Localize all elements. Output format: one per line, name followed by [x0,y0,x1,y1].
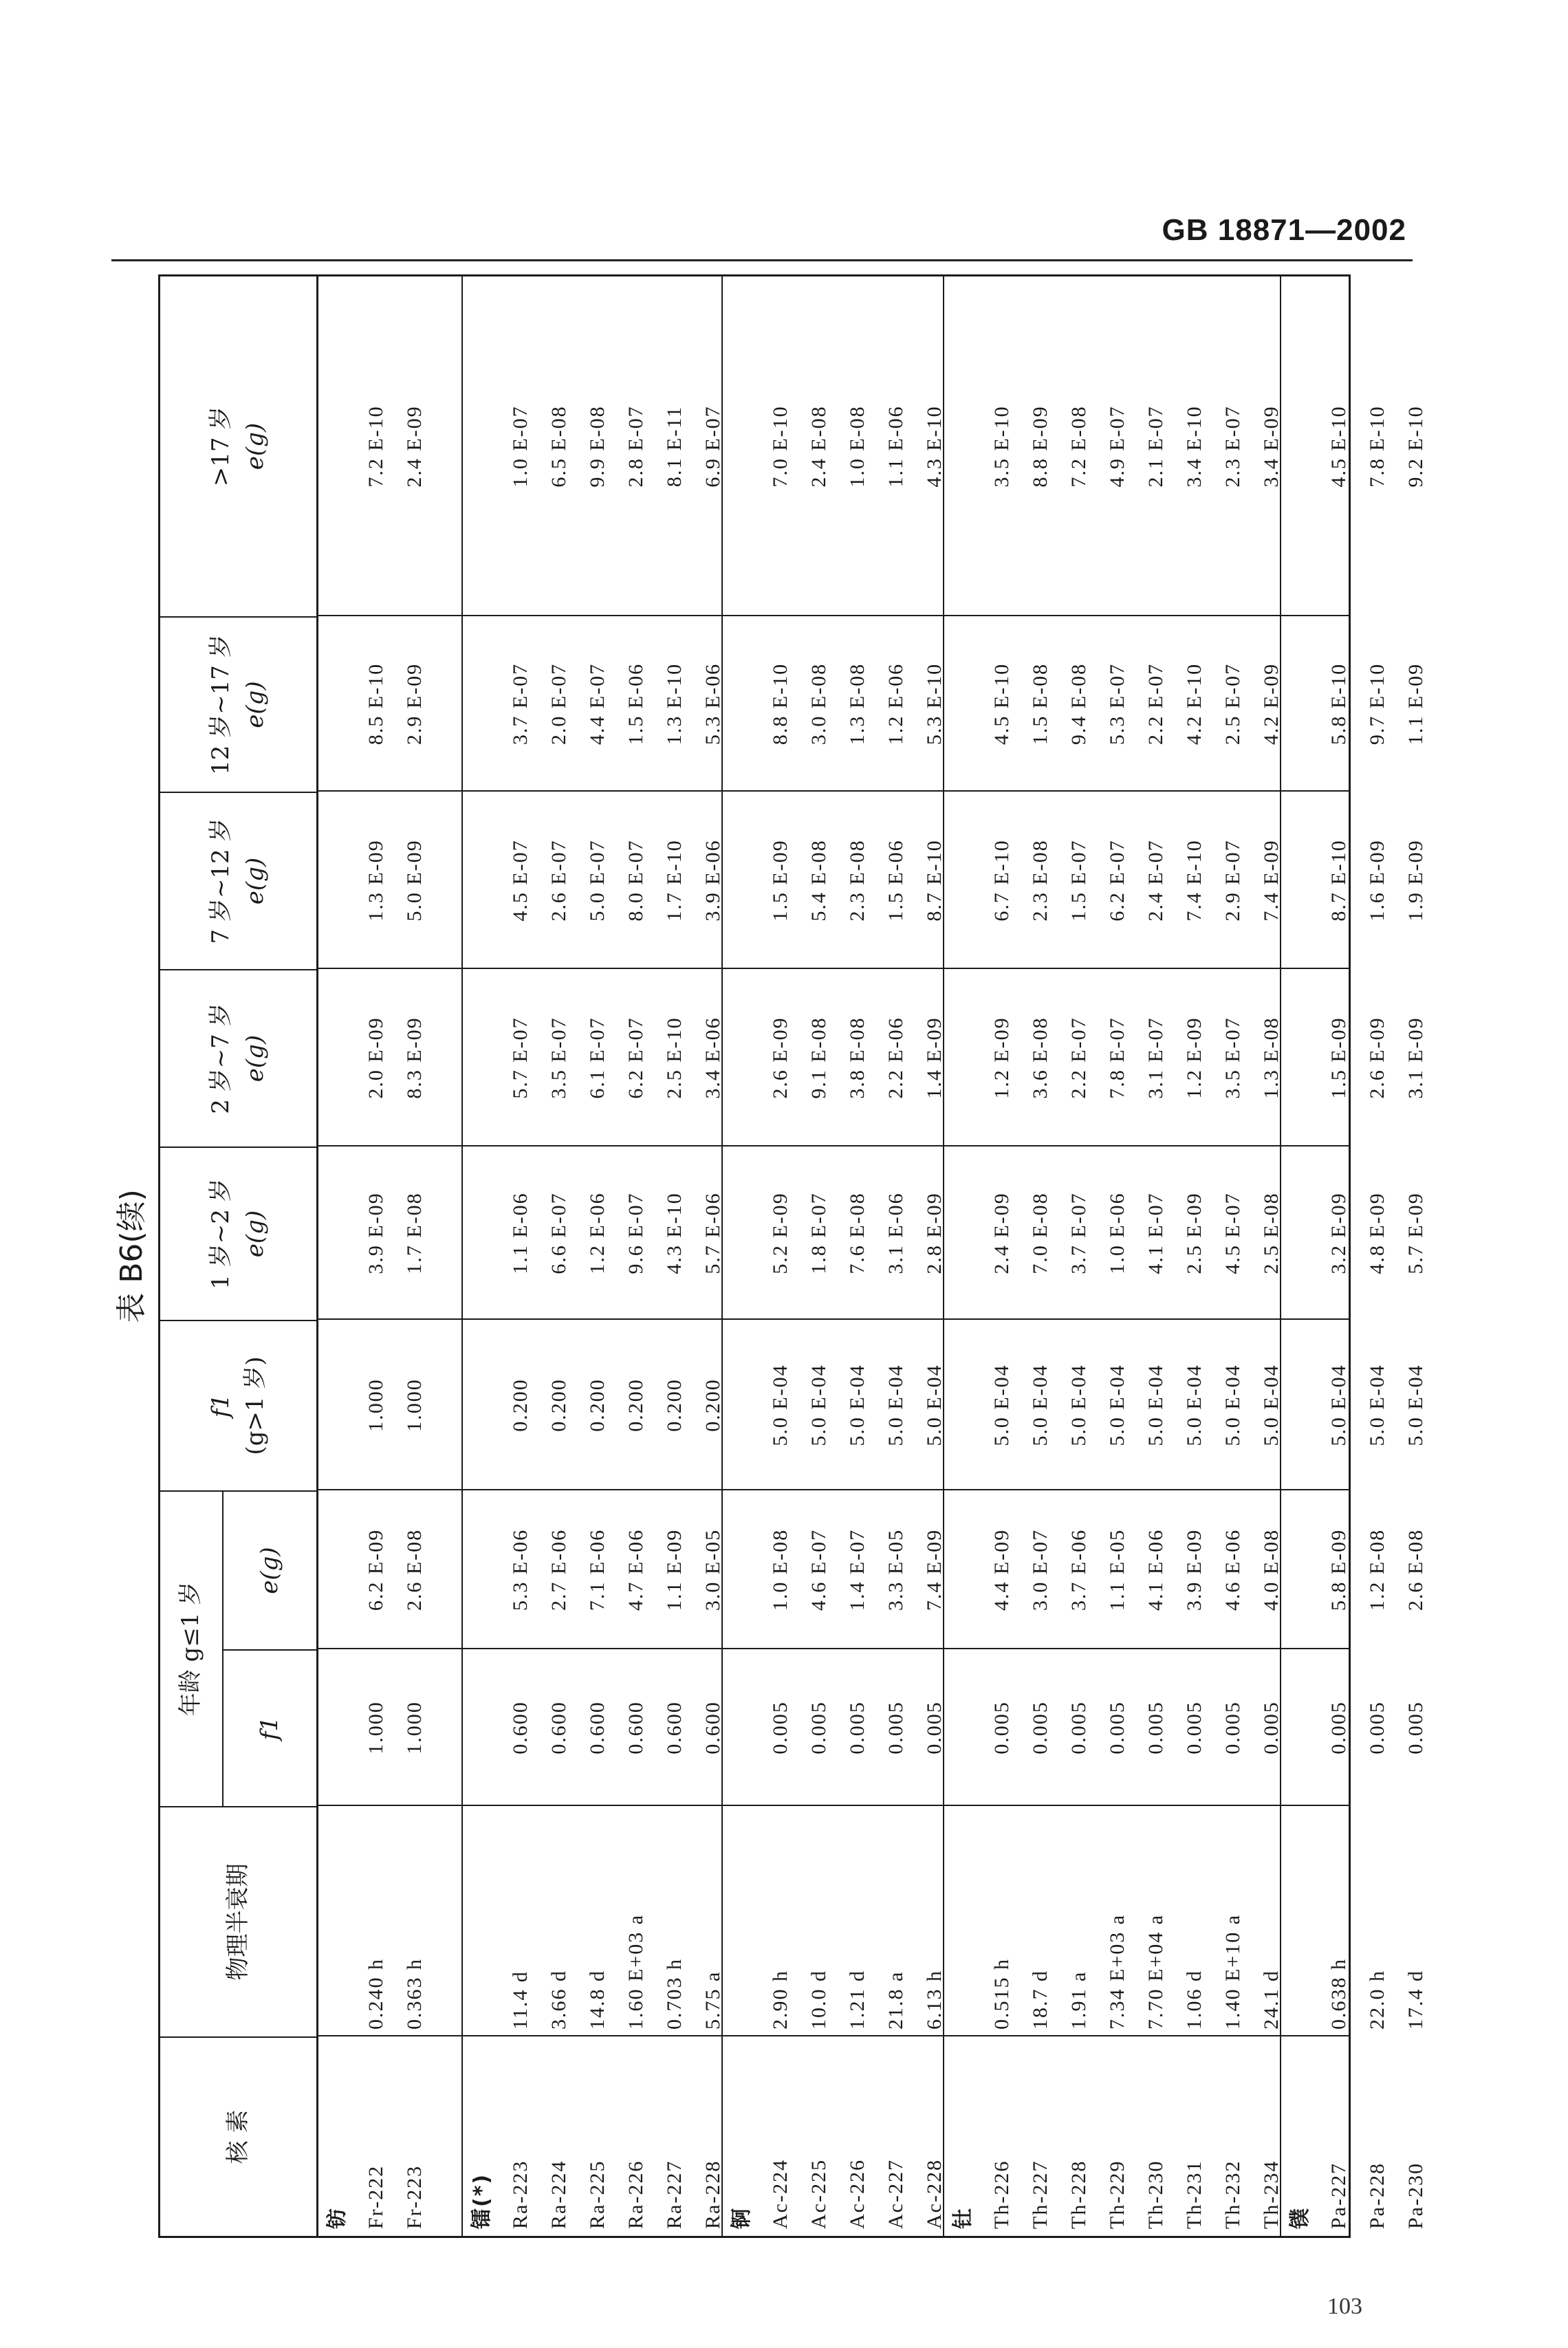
table-row [1214,276,1252,2236]
nuclide-cell: Ra-227 [663,2160,686,2229]
eg-1-2-cell: 1.2 E-06 [586,1192,609,1274]
eg-2-7-cell: 5.7 E-07 [509,1017,532,1099]
eg-1-2-cell: 1.1 E-06 [509,1192,532,1274]
f1-cell: 5.0 E-04 [1404,1364,1427,1446]
eg-1-2-cell: 1.7 E-08 [403,1192,426,1274]
infant-eg-cell: 6.2 E-09 [364,1528,387,1611]
half-life-cell: 6.13 h [923,1970,946,2030]
header-age-12-17: 12 岁~17 岁 e(g) [160,616,316,792]
eg-1-2-cell: 5.7 E-09 [1404,1192,1427,1274]
eg-17-cell: 2.1 E-07 [1144,405,1167,488]
f1-cell: 5.0 E-04 [846,1364,869,1446]
infant-f1-cell: 0.600 [663,1701,686,1754]
eg-2-7-cell: 3.5 E-07 [547,1017,570,1099]
eg-12-17-cell: 8.5 E-10 [364,662,387,746]
f1-cell: 1.000 [364,1378,387,1432]
infant-f1-cell: 0.600 [624,1701,647,1754]
nuclide-cell: Fr-222 [364,2164,387,2229]
nuclide-cell: Ac-228 [923,2159,946,2229]
header-f1 [160,1320,316,1490]
page-number: 103 [1327,2294,1362,2319]
f1-cell: 0.200 [509,1378,532,1432]
infant-eg-cell: 2.6 E-08 [1404,1528,1427,1611]
infant-f1-cell: 0.005 [1404,1701,1427,1754]
eg-17-cell: 2.8 E-07 [624,405,647,488]
element-label: 钍 [951,2207,975,2229]
eg-7-12-cell: 8.7 E-10 [1327,839,1350,922]
infant-eg-cell: 2.7 E-06 [547,1528,570,1611]
nuclide-cell: Th-227 [1029,2160,1052,2229]
nuclide-cell: Pa-227 [1327,2162,1350,2229]
infant-eg-cell: 5.8 E-09 [1327,1528,1350,1611]
infant-eg-cell: 5.3 E-06 [509,1528,532,1611]
table-row [501,276,540,2236]
infant-f1-cell: 0.005 [1183,1701,1206,1754]
eg-12-17-cell: 2.9 E-09 [403,662,426,746]
eg-7-12-cell: 8.7 E-10 [923,839,946,922]
eg-17-cell: 3.5 E-10 [990,405,1013,488]
infant-f1-cell: 1.000 [364,1701,387,1754]
eg-17-cell: 4.5 E-10 [1327,405,1350,488]
table-row [578,276,617,2236]
eg-1-2-cell: 4.8 E-09 [1366,1192,1389,1274]
infant-eg-cell: 4.6 E-06 [1221,1528,1244,1611]
half-life-cell: 1.40 E+10 a [1221,1913,1244,2030]
eg-17-cell: 7.2 E-10 [364,405,387,488]
eg-1-2-cell: 2.5 E-09 [1183,1192,1206,1274]
table-row [357,276,395,2236]
eg-12-17-cell: 2.0 E-07 [547,662,570,746]
eg-1-2-cell: 5.2 E-09 [769,1192,792,1274]
header-nuclide: 核 素 [160,2036,316,2236]
f1-cell: 5.0 E-04 [769,1364,792,1446]
eg-2-7-cell: 1.5 E-09 [1327,1017,1350,1099]
eg-17-cell: 1.1 E-06 [884,405,907,488]
infant-eg-cell: 3.0 E-07 [1029,1528,1052,1611]
eg-2-7-cell: 6.2 E-07 [624,1017,647,1099]
nuclide-cell: Ra-224 [547,2160,570,2229]
infant-f1-cell: 0.005 [1106,1701,1129,1754]
infant-f1-cell: 0.005 [1221,1701,1244,1754]
eg-7-12-cell: 2.9 E-07 [1221,839,1244,922]
table-row [1358,276,1397,2236]
table-row [877,276,915,2236]
eg-17-cell: 9.9 E-08 [586,405,609,488]
half-life-cell: 0.638 h [1327,1958,1350,2030]
eg-12-17-cell: 1.3 E-08 [846,662,869,746]
nuclide-cell: Ac-224 [769,2159,792,2229]
eg-7-12-cell: 2.4 E-07 [1144,839,1167,922]
table-caption: 表 B6(续) [114,1189,149,1323]
nuclide-cell: Th-234 [1260,2160,1283,2229]
standard-code: GB 18871—2002 [1162,213,1406,247]
infant-eg-cell: 7.1 E-06 [586,1528,609,1611]
eg-1-2-cell: 3.7 E-07 [1067,1192,1090,1274]
nuclide-cell: Th-230 [1144,2160,1167,2229]
f1-cell: 5.0 E-04 [1260,1364,1283,1446]
element-label: 钫 [325,2207,349,2229]
f1-cell: 5.0 E-04 [990,1364,1013,1446]
table-row [800,276,838,2236]
eg-1-2-cell: 1.8 E-07 [807,1192,830,1274]
table-row [1137,276,1175,2236]
header-age-7-12: 7 岁~12 岁 e(g) [160,792,316,969]
eg-12-17-cell: 5.3 E-06 [701,662,724,746]
nuclide-cell: Th-231 [1183,2160,1206,2229]
eg-7-12-cell: 1.3 E-09 [364,839,387,922]
f1-cell: 0.200 [547,1378,570,1432]
eg-12-17-cell: 2.2 E-07 [1144,662,1167,746]
table-row [1320,276,1358,2236]
element-label: 镭(*) [470,2173,494,2229]
f1-cell: 5.0 E-04 [1366,1364,1389,1446]
eg-1-2-cell: 7.6 E-08 [846,1192,869,1274]
f1-cell: 0.200 [701,1378,724,1432]
half-life-cell: 1.91 a [1067,1970,1090,2030]
eg-7-12-cell: 2.6 E-07 [547,839,570,922]
element-group [943,276,1283,2236]
infant-eg-cell: 3.7 E-06 [1067,1528,1090,1611]
eg-12-17-cell: 5.8 E-10 [1327,662,1350,746]
infant-f1-cell: 0.005 [1366,1701,1389,1754]
eg-7-12-cell: 6.7 E-10 [990,839,1013,922]
f1-cell: 0.200 [586,1378,609,1432]
f1-cell: 5.0 E-04 [1106,1364,1129,1446]
table-row [540,276,578,2236]
eg-2-7-cell: 7.8 E-07 [1106,1017,1129,1099]
f1-cell: 0.200 [624,1378,647,1432]
f1-cell: 5.0 E-04 [884,1364,907,1446]
infant-eg-cell: 3.9 E-09 [1183,1528,1206,1611]
eg-12-17-cell: 3.0 E-08 [807,662,830,746]
eg-2-7-cell: 3.5 E-07 [1221,1017,1244,1099]
eg-7-12-cell: 6.2 E-07 [1106,839,1129,922]
table-row [1098,276,1137,2236]
eg-7-12-cell: 5.4 E-08 [807,839,830,922]
half-life-cell: 22.0 h [1366,1970,1389,2030]
infant-f1-cell: 0.600 [509,1701,532,1754]
table-row [617,276,655,2236]
eg-17-cell: 8.1 E-11 [663,405,686,488]
header-age-1-2: 1 岁~2 岁 e(g) [160,1146,316,1320]
header-f1-sub: (g>1 岁) [241,1356,269,1455]
eg-1-2-cell: 5.7 E-06 [701,1192,724,1274]
eg-7-12-cell: 1.6 E-09 [1366,839,1389,922]
nuclide-cell: Ra-226 [624,2160,647,2229]
dose-coefficient-table [158,274,1427,2238]
eg-17-cell: 7.0 E-10 [769,405,792,488]
eg-7-12-cell: 3.9 E-06 [701,839,724,922]
infant-f1-cell: 1.000 [403,1701,426,1754]
eg-2-7-cell: 1.4 E-09 [923,1017,946,1099]
table-row [838,276,877,2236]
eg-12-17-cell: 3.7 E-07 [509,662,532,746]
eg-12-17-cell: 4.2 E-09 [1260,662,1283,746]
eg-1-2-cell: 1.0 E-06 [1106,1192,1129,1274]
eg-12-17-cell: 2.5 E-07 [1221,662,1244,746]
f1-cell: 1.000 [403,1378,426,1432]
eg-7-12-cell: 1.5 E-07 [1067,839,1090,922]
eg-12-17-cell: 9.4 E-08 [1067,662,1090,746]
nuclide-cell: Ac-225 [807,2159,830,2229]
element-label: 镤 [1288,2207,1312,2229]
infant-eg-cell: 7.4 E-09 [923,1528,946,1611]
infant-eg-cell: 4.1 E-06 [1144,1528,1167,1611]
infant-f1-cell: 0.005 [1327,1701,1350,1754]
eg-1-2-cell: 3.1 E-06 [884,1192,907,1274]
infant-eg-cell: 2.6 E-08 [403,1528,426,1611]
eg-2-7-cell: 9.1 E-08 [807,1017,830,1099]
nuclide-cell: Th-226 [990,2160,1013,2229]
eg-2-7-cell: 2.2 E-06 [884,1017,907,1099]
infant-f1-cell: 0.005 [990,1701,1013,1754]
header-f1-label: f1 [207,1393,235,1418]
eg-17-cell: 3.4 E-09 [1260,405,1283,488]
eg-7-12-cell: 7.4 E-10 [1183,839,1206,922]
nuclide-cell: Th-232 [1221,2160,1244,2229]
half-life-cell: 10.0 d [807,1970,830,2030]
eg-12-17-cell: 1.5 E-06 [624,662,647,746]
infant-eg-cell: 4.6 E-07 [807,1528,830,1611]
table-row [1060,276,1098,2236]
half-life-cell: 21.8 a [884,1970,907,2030]
eg-2-7-cell: 3.4 E-06 [701,1017,724,1099]
half-life-cell: 0.515 h [990,1958,1013,2030]
infant-f1-cell: 0.005 [807,1701,830,1754]
infant-f1-cell: 0.005 [884,1701,907,1754]
infant-f1-cell: 0.005 [1260,1701,1283,1754]
eg-1-2-cell: 9.6 E-07 [624,1192,647,1274]
header-infant-group [160,1490,316,1806]
nuclide-cell: Pa-230 [1404,2162,1427,2229]
eg-17-cell: 2.4 E-08 [807,405,830,488]
eg-17-cell: 4.3 E-10 [923,405,946,488]
half-life-cell: 24.1 d [1260,1970,1283,2030]
f1-cell: 5.0 E-04 [1067,1364,1090,1446]
eg-17-cell: 1.0 E-07 [509,405,532,488]
f1-cell: 5.0 E-04 [923,1364,946,1446]
table-row [395,276,434,2236]
nuclide-cell: Th-228 [1067,2160,1090,2229]
header-age-2-7: 2 岁~7 岁 e(g) [160,969,316,1146]
eg-12-17-cell: 8.8 E-10 [769,662,792,746]
element-group [1280,276,1427,2236]
eg-17-cell: 6.5 E-08 [547,405,570,488]
element-label: 锕 [730,2207,754,2229]
half-life-cell: 1.21 d [846,1970,869,2030]
eg-12-17-cell: 1.1 E-09 [1404,662,1427,746]
half-life-cell: 14.8 d [586,1970,609,2030]
infant-f1-cell: 0.005 [769,1701,792,1754]
infant-f1-cell: 0.005 [923,1701,946,1754]
eg-12-17-cell: 4.4 E-07 [586,662,609,746]
infant-f1-cell: 0.600 [586,1701,609,1754]
infant-eg-cell: 1.1 E-09 [663,1528,686,1611]
eg-7-12-cell: 4.5 E-07 [509,839,532,922]
f1-cell: 5.0 E-04 [1327,1364,1350,1446]
nuclide-cell: Ra-228 [701,2160,724,2229]
eg-7-12-cell: 8.0 E-07 [624,839,647,922]
eg-1-2-cell: 4.1 E-07 [1144,1192,1167,1274]
header-age-17: >17 岁 e(g) [207,406,269,487]
infant-f1-cell: 0.600 [701,1701,724,1754]
half-life-cell: 1.06 d [1183,1970,1206,2030]
eg-17-cell: 2.4 E-09 [403,405,426,488]
eg-1-2-cell: 6.6 E-07 [547,1192,570,1274]
eg-17-cell: 6.9 E-07 [701,405,724,488]
eg-17-cell: 4.9 E-07 [1106,405,1129,488]
eg-2-7-cell: 1.3 E-08 [1260,1017,1283,1099]
eg-2-7-cell: 1.2 E-09 [990,1017,1013,1099]
header-infant-eg: e(g) [255,1547,283,1594]
infant-f1-cell: 0.005 [846,1701,869,1754]
header-rule [111,259,1413,261]
table-header [160,276,318,2236]
nuclide-cell: Ra-225 [586,2160,609,2229]
f1-cell: 5.0 E-04 [1221,1364,1244,1446]
eg-2-7-cell: 1.2 E-09 [1183,1017,1206,1099]
eg-2-7-cell: 3.1 E-07 [1144,1017,1167,1099]
half-life-cell: 2.90 h [769,1970,792,2030]
eg-17-cell: 7.8 E-10 [1366,405,1389,488]
eg-2-7-cell: 2.2 E-07 [1067,1017,1090,1099]
nuclide-cell: Ra-223 [509,2160,532,2229]
eg-1-2-cell: 4.5 E-07 [1221,1192,1244,1274]
f1-cell: 5.0 E-04 [1183,1364,1206,1446]
eg-2-7-cell: 2.0 E-09 [364,1017,387,1099]
half-life-cell: 0.703 h [663,1958,686,2030]
eg-12-17-cell: 1.5 E-08 [1029,662,1052,746]
eg-12-17-cell: 4.2 E-10 [1183,662,1206,746]
eg-17-cell: 3.4 E-10 [1183,405,1206,488]
half-life-cell: 18.7 d [1029,1970,1052,2030]
eg-12-17-cell: 4.5 E-10 [990,662,1013,746]
eg-2-7-cell: 3.6 E-08 [1029,1017,1052,1099]
eg-17-cell: 9.2 E-10 [1404,405,1427,488]
eg-1-2-cell: 7.0 E-08 [1029,1192,1052,1274]
eg-1-2-cell: 2.8 E-09 [923,1192,946,1274]
eg-12-17-cell: 5.3 E-07 [1106,662,1129,746]
table-row [1397,276,1435,2236]
eg-2-7-cell: 2.6 E-09 [769,1017,792,1099]
element-group [721,276,946,2236]
table-body [318,276,1427,2236]
eg-1-2-cell: 2.4 E-09 [990,1192,1013,1274]
nuclide-cell: Fr-223 [403,2164,426,2229]
half-life-cell: 5.75 a [701,1970,724,2030]
f1-cell: 5.0 E-04 [807,1364,830,1446]
infant-eg-cell: 1.4 E-07 [846,1528,869,1611]
infant-eg-cell: 1.0 E-08 [769,1528,792,1611]
half-life-cell: 1.60 E+03 a [624,1913,647,2030]
eg-7-12-cell: 5.0 E-07 [586,839,609,922]
eg-2-7-cell: 3.8 E-08 [846,1017,869,1099]
infant-f1-cell: 0.005 [1144,1701,1167,1754]
eg-7-12-cell: 1.7 E-10 [663,839,686,922]
half-life-cell: 7.34 E+03 a [1106,1913,1129,2030]
eg-7-12-cell: 2.3 E-08 [846,839,869,922]
eg-17-cell: 7.2 E-08 [1067,405,1090,488]
eg-12-17-cell: 1.3 E-10 [663,662,686,746]
f1-cell: 5.0 E-04 [1144,1364,1167,1446]
eg-1-2-cell: 4.3 E-10 [663,1192,686,1274]
eg-1-2-cell: 3.2 E-09 [1327,1192,1350,1274]
eg-7-12-cell: 5.0 E-09 [403,839,426,922]
eg-2-7-cell: 6.1 E-07 [586,1017,609,1099]
header-half-life: 物理半衰期 [160,1806,316,2036]
infant-eg-cell: 1.2 E-08 [1366,1528,1389,1611]
nuclide-cell: Ac-227 [884,2159,907,2229]
rotated-table-region [113,274,1427,2238]
table-row [655,276,694,2236]
eg-7-12-cell: 1.5 E-09 [769,839,792,922]
infant-f1-cell: 0.005 [1067,1701,1090,1754]
eg-7-12-cell: 1.9 E-09 [1404,839,1427,922]
infant-eg-cell: 4.0 E-08 [1260,1528,1283,1611]
half-life-cell: 17.4 d [1404,1970,1427,2030]
f1-cell: 0.200 [663,1378,686,1432]
infant-eg-cell: 4.7 E-06 [624,1528,647,1611]
eg-12-17-cell: 1.2 E-06 [884,662,907,746]
eg-2-7-cell: 8.3 E-09 [403,1017,426,1099]
eg-2-7-cell: 2.6 E-09 [1366,1017,1389,1099]
eg-7-12-cell: 2.3 E-08 [1029,839,1052,922]
table-row [761,276,800,2236]
infant-f1-cell: 0.005 [1029,1701,1052,1754]
eg-7-12-cell: 1.5 E-06 [884,839,907,922]
nuclide-cell: Pa-228 [1366,2162,1389,2229]
infant-eg-cell: 4.4 E-09 [990,1528,1013,1611]
eg-12-17-cell: 9.7 E-10 [1366,662,1389,746]
eg-2-7-cell: 3.1 E-09 [1404,1017,1427,1099]
infant-f1-cell: 0.600 [547,1701,570,1754]
header-infant-f1: f1 [224,1649,316,1806]
half-life-cell: 11.4 d [509,1970,532,2030]
infant-eg-cell: 3.3 E-05 [884,1528,907,1611]
f1-cell: 5.0 E-04 [1029,1364,1052,1446]
half-life-cell: 7.70 E+04 a [1144,1913,1167,2030]
nuclide-cell: Th-229 [1106,2160,1129,2229]
half-life-cell: 3.66 d [547,1970,570,2030]
table-row [983,276,1021,2236]
eg-1-2-cell: 3.9 E-09 [364,1192,387,1274]
table-row [1175,276,1214,2236]
eg-7-12-cell: 7.4 E-09 [1260,839,1283,922]
infant-eg-cell: 3.0 E-05 [701,1528,724,1611]
eg-1-2-cell: 2.5 E-08 [1260,1192,1283,1274]
eg-2-7-cell: 2.5 E-10 [663,1017,686,1099]
nuclide-cell: Ac-226 [846,2159,869,2229]
eg-17-cell: 1.0 E-08 [846,405,869,488]
infant-eg-cell: 1.1 E-05 [1106,1528,1129,1611]
header-infant-title: 年龄 g≤1 岁 [160,1492,224,1806]
element-group [318,276,461,2236]
half-life-cell: 0.363 h [403,1958,426,2030]
table-row [1021,276,1060,2236]
eg-17-cell: 2.3 E-07 [1221,405,1244,488]
half-life-cell: 0.240 h [364,1958,387,2030]
element-group [461,276,724,2236]
eg-12-17-cell: 5.3 E-10 [923,662,946,746]
eg-17-cell: 8.8 E-09 [1029,405,1052,488]
